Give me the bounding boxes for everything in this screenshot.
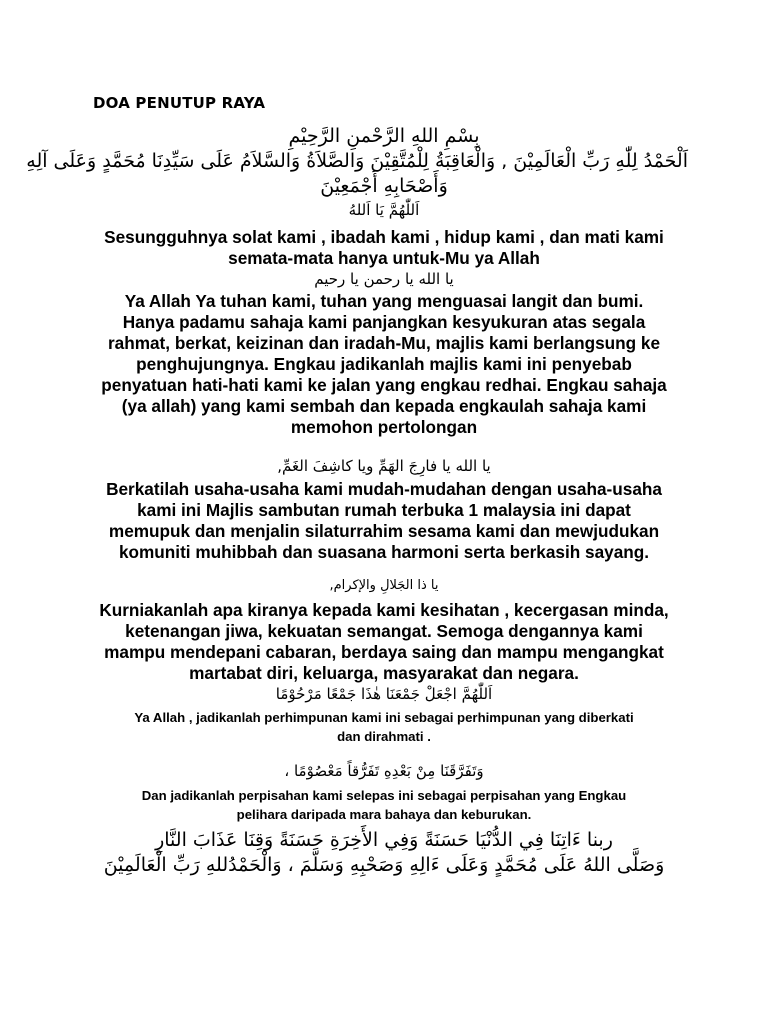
allahumma-line: اَللّٰهُمَّ يَا اَللهُ <box>348 201 420 219</box>
paragraph-6 <box>80 786 688 824</box>
closing-arabic <box>80 828 688 878</box>
paragraph-line: komuniti muhibbah dan suasana harmoni serta berkasih sayang. <box>118 542 650 562</box>
paragraph-line: Dan jadikanlah perpisahan kami selepas ini sebagai perpisahan yang Engkau <box>141 788 627 803</box>
paragraph-3 <box>80 479 688 563</box>
paragraph-line: Hanya padamu sahaja kami panjangkan kesyukuran atas segala <box>122 312 646 332</box>
paragraph-line: martabat diri, keluarga, masyarakat dan negara. <box>189 663 579 683</box>
paragraph-line: kami ini Majlis sambutan rumah terbuka 1 malaysia ini dapat <box>137 500 631 520</box>
paragraph-line: penghujungnya. Engkau jadikanlah majlis kami ini penyebab <box>136 354 632 374</box>
paragraph-1 <box>80 227 688 269</box>
basmalah: بِسْمِ اللهِ الرَّحْمنِ الرَّحِيْمِ <box>288 125 480 147</box>
hamd-line-2: وَأَصْحَابِهِ أَجْمَعِيْنَ <box>320 175 448 197</box>
paragraph-line: semata-mata hanya untuk-Mu ya Allah <box>228 248 540 268</box>
arabic-line: يا الله يا رحمن يا رحيم <box>314 270 454 288</box>
opening-arabic <box>26 124 688 221</box>
paragraph-line: memohon pertolongan <box>290 417 478 437</box>
closing-line-1: ربنا ءَاتِنَا فِي الدُّنْيَا حَسَنَةً وَفِي الأَخِرَةِ حَسَنَةً وَقِنَا عَذَابَ النَّارِ <box>155 829 613 851</box>
arabic-line: وَتَفَرَّقَنَا مِنْ بَعْدِهِ تَفَرُّقاً مَعْصُوْمًا ، <box>284 762 484 780</box>
paragraph-line: Berkatilah usaha-usaha kami mudah-mudahan dengan usaha-usaha <box>106 479 662 499</box>
arabic-line: يا ذا الجَلالِ والإكرام, <box>329 578 439 593</box>
hamd-line-1: اَلْحَمْدُ لِلّٰهِ رَبِّ الْعَالَمِيْنَ , وَالْعَاقِبَةُ لِلْمُتَّقِيْنَ وَالصَّلاَةُ وَالسَّلاَمُ عَلَى سَيِّدِنَا مُحَمَّدٍ وَعَلَى آلِهِ <box>26 150 688 172</box>
paragraph-line: Ya Allah , jadikanlah perhimpunan kami ini sebagai perhimpunan yang diberkati <box>134 710 634 725</box>
arabic-verse-2 <box>80 268 688 290</box>
arabic-verse-5 <box>80 683 688 705</box>
paragraph-line: rahmat, berkat, keizinan dan iradah-Mu, majlis kami berlangsung ke <box>107 333 661 353</box>
arabic-verse-4 <box>80 576 688 596</box>
paragraph-line: mampu mendepani cabaran, berdaya saing dan mampu mengangkat <box>104 642 664 662</box>
paragraph-line: dan dirahmati . <box>337 729 431 744</box>
paragraph-line: memupuk dan menjalin silaturrahim sesama kami dan mewjudukan <box>108 521 660 541</box>
paragraph-line: Kurniakanlah apa kiranya kepada kami kesihatan , kecergasan minda, <box>99 600 669 620</box>
closing-line-2: وَصَلَّى اللهُ عَلَى مُحَمَّدٍ وَعَلَى ءَالِهِ وَصَحْبِهِ وَسَلَّمَ ، وَالْحَمْدُللهِ رَبِّ الْعَالَمِيْنَ <box>103 854 665 876</box>
arabic-line: يا الله يا فارِجَ الهَمِّ ويا كاشِفَ الغَمِّ, <box>277 457 491 475</box>
paragraph-line: ketenangan jiwa, kekuatan semangat. Semoga dengannya kami <box>125 621 643 641</box>
paragraph-5 <box>80 708 688 746</box>
paragraph-line: Ya Allah Ya tuhan kami, tuhan yang menguasai langit dan bumi. <box>124 291 644 311</box>
paragraph-4 <box>80 600 688 684</box>
paragraph-2 <box>80 291 688 438</box>
paragraph-line: pelihara daripada mara bahaya dan keburukan. <box>236 807 532 822</box>
document-title: DOA PENUTUP RAYA <box>93 94 266 112</box>
arabic-line: اَللّٰهُمَّ اجْعَلْ جَمْعَنَا هٰذَا جَمْعًا مَرْحُوْمًا <box>275 685 493 703</box>
arabic-verse-3 <box>80 455 688 477</box>
paragraph-line: (ya allah) yang kami sembah dan kepada engkaulah sahaja kami <box>121 396 647 416</box>
paragraph-line: Sesungguhnya solat kami , ibadah kami , hidup kami , dan mati kami <box>104 227 664 247</box>
arabic-verse-6 <box>80 760 688 782</box>
paragraph-line: penyatuan hati-hati kami ke jalan yang engkau redhai. Engkau sahaja <box>101 375 667 395</box>
